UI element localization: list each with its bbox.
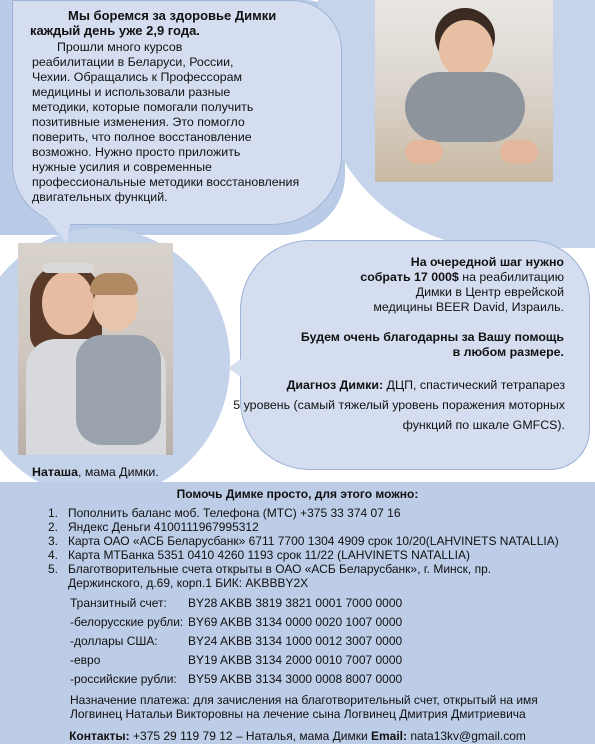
account-label: Транзитный счет: [70, 596, 167, 610]
account-number: BY59 AKBB 3134 3000 0008 8007 0000 [188, 672, 403, 686]
help-title: Помочь Димке просто, для этого можно: [176, 487, 419, 501]
list-item [48, 534, 568, 548]
contacts-phone: +375 29 119 79 12 – Наталья, мама Димки [129, 729, 371, 743]
baby-hand [500, 140, 538, 164]
son-hair [90, 273, 138, 295]
mother-headband [42, 263, 94, 273]
photo-caption [32, 465, 159, 480]
account-number: BY24 AKBB 3134 1000 0012 3007 0000 [188, 634, 403, 648]
title-line-1: Мы боремся за здоровье Димки [68, 8, 277, 23]
goal-line: медицины BEER David, Израиль. [373, 300, 564, 314]
goal-line: Димки в Центр еврейской [415, 285, 564, 299]
story-line: нужные усилия и современные [32, 160, 212, 174]
caption-rest: , мама Димки. [78, 465, 159, 479]
account-number: BY28 AKBB 3819 3821 0001 7000 0000 [188, 596, 403, 610]
diagnosis-value: ДЦП, спастический тетрапарез [383, 378, 565, 392]
goal-line [252, 270, 564, 285]
list-item [48, 506, 568, 520]
son-shirt [76, 335, 161, 445]
contacts-label: Контакты: [69, 729, 130, 743]
list-number: 5. [48, 562, 59, 576]
story-line: двигательных функций. [32, 190, 168, 204]
goal-amount: собрать 17 000$ [360, 270, 459, 284]
list-item [48, 548, 568, 562]
title-line-2: каждый день уже 2,9 года. [30, 23, 200, 38]
account-number: BY69 AKBB 3134 0000 0020 1007 0000 [188, 615, 403, 629]
goal-line-rest: на реабилитацию [458, 270, 564, 284]
account-row [70, 634, 402, 648]
account-label: -белорусские рубли: [70, 615, 184, 629]
story-line: возможно. Нужно просто приложить [32, 145, 241, 159]
baby-hand [405, 140, 443, 164]
list-text: Карта МТБанка 5351 0410 4260 1193 срок 11/22 (LAHVINETS NATALLIA) [68, 548, 471, 562]
help-list [48, 506, 568, 590]
story-line: медицины и использовали разные [32, 85, 231, 99]
account-label: -доллары США: [70, 634, 158, 648]
baby-shirt [405, 72, 525, 142]
story-line: Прошли много курсов [57, 40, 183, 54]
list-text: Яндекс Деньги 4100111967995312 [68, 520, 259, 534]
story-line: реабилитации в Беларуси, России, [32, 55, 234, 69]
mother-with-son-photo [18, 243, 173, 455]
story-line: методики, которые помогали получить [32, 100, 254, 114]
diagnosis-line: функций по шкале GMFCS). [402, 418, 565, 432]
account-row [70, 653, 402, 667]
list-item [48, 520, 568, 534]
account-row [70, 672, 402, 686]
thanks-line: Будем очень благодарны за Вашу помощь [300, 330, 564, 344]
story-line: профессиональные методики восстановления [32, 175, 300, 189]
account-row [70, 615, 402, 629]
diagnosis [205, 378, 565, 433]
contacts [0, 729, 595, 744]
goal-line: На очередной шаг нужно [410, 255, 564, 269]
baby-face [439, 20, 493, 78]
account-label: -евро [70, 653, 101, 667]
diagnosis-label: Диагноз Димки: [286, 378, 384, 392]
list-number: 1. [48, 506, 59, 520]
email-label: Email: [370, 729, 407, 743]
mother-face [42, 271, 94, 335]
fundraising-goal [252, 255, 564, 360]
story-text [32, 40, 332, 205]
diagnosis-line [205, 378, 565, 393]
list-text: Пополнить баланс моб. Телефона (МТС) +375 33 374 07 16 [68, 506, 401, 520]
list-item [48, 562, 568, 590]
caption-name: Наташа [32, 465, 79, 479]
account-row [70, 596, 402, 610]
list-number: 2. [48, 520, 59, 534]
email-address[interactable]: nata13kv@gmail.com [407, 729, 526, 743]
diagnosis-line: 5 уровень (самый тяжелый уровень поражения моторных [233, 398, 565, 412]
speech-bubble-tail [27, 202, 72, 243]
account-label: -российские рубли: [70, 672, 177, 686]
list-number: 3. [48, 534, 59, 548]
list-number: 4. [48, 548, 59, 562]
account-number: BY19 AKBB 3134 2000 0010 7007 0000 [188, 653, 403, 667]
thanks-line: в любом размере. [452, 345, 564, 359]
page-title [30, 8, 330, 38]
story-line: позитивные изменения. Это помогло [32, 115, 245, 129]
story-line: поверить, что полное восстановление [32, 130, 252, 144]
list-text: Благотворительные счета открыты в ОАО «АСБ Беларусбанк», г. Минск, пр. Держинского, д.69, корп.1 БИК: AKBBBY2X [68, 562, 492, 590]
list-text: Карта ОАО «АСБ Беларусбанк» 6711 7700 1304 4909 срок 10/20(LAHVINETS NATALLIA) [68, 534, 559, 548]
story-line: Чехии. Обращались к Профессорам [32, 70, 243, 84]
baby-photo [375, 0, 553, 182]
payment-purpose: Назначение платежа: для зачисления на благотворительный счет, открытый на имя Логвинец Натальи Викторовны на лечение сына Логвинец Дмитрия Дмитриевича [70, 693, 538, 721]
